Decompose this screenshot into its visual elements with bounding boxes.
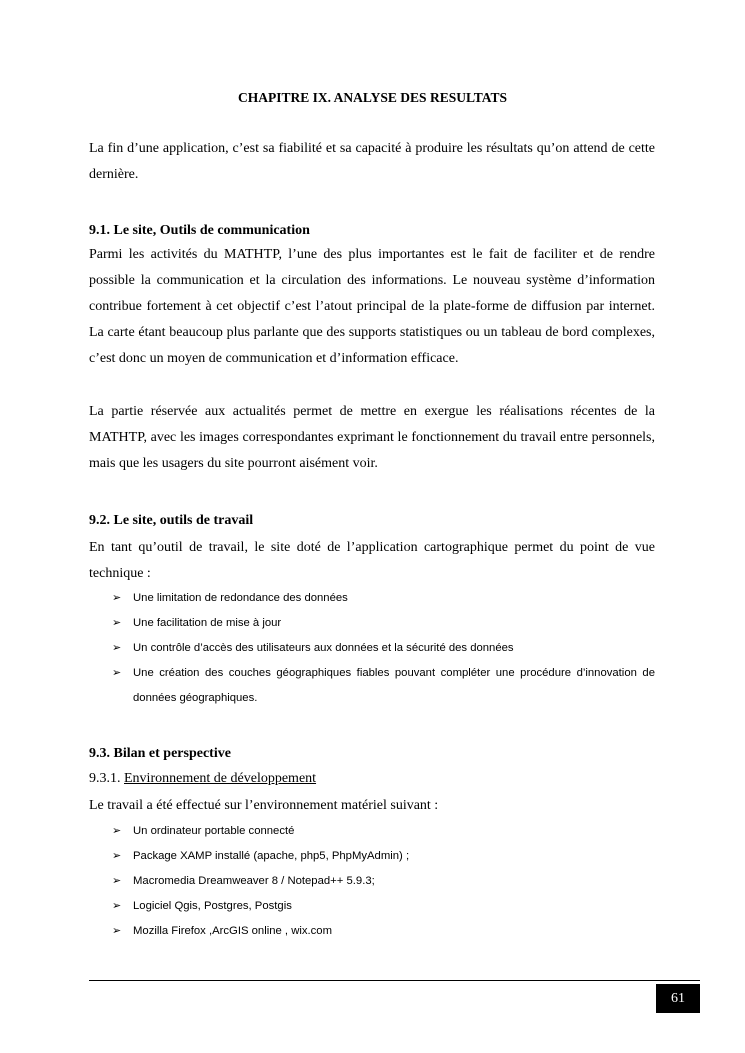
arrow-bullet-icon: ➢ bbox=[112, 667, 122, 679]
list-item bbox=[112, 919, 655, 944]
subsection-number: 9.3.1. bbox=[89, 771, 121, 786]
section-9-3-bullet-list bbox=[112, 819, 655, 944]
list-item-text: Logiciel Qgis, Postgres, Postgis bbox=[133, 900, 292, 912]
list-item bbox=[112, 819, 655, 844]
footer-divider bbox=[89, 980, 700, 981]
section-9-3-heading: 9.3. Bilan et perspective bbox=[89, 746, 231, 761]
list-item bbox=[112, 611, 655, 636]
list-item-text: Une limitation de redondance des données bbox=[133, 592, 348, 604]
arrow-bullet-icon: ➢ bbox=[112, 825, 122, 837]
list-item bbox=[112, 869, 655, 894]
section-9-3-paragraph: Le travail a été effectué sur l’environnement matériel suivant : bbox=[89, 798, 439, 813]
list-item bbox=[112, 636, 655, 661]
list-item-text: Macromedia Dreamweaver 8 / Notepad++ 5.9.3; bbox=[133, 875, 375, 887]
list-item bbox=[112, 844, 655, 869]
list-item-text: Un contrôle d’accès des utilisateurs aux données et la sécurité des données bbox=[133, 642, 514, 654]
section-9-2-bullet-list bbox=[112, 586, 655, 711]
list-item-text: Package XAMP installé (apache, php5, PhpMyAdmin) ; bbox=[133, 850, 410, 862]
arrow-bullet-icon: ➢ bbox=[112, 925, 122, 937]
arrow-bullet-icon: ➢ bbox=[112, 900, 122, 912]
arrow-bullet-icon: ➢ bbox=[112, 642, 122, 654]
intro-paragraph: La fin d’une application, c’est sa fiabilité et sa capacité à produire les résultats qu’on attend de cette dernière. bbox=[89, 141, 655, 182]
list-item-text: Mozilla Firefox ,ArcGIS online , wix.com bbox=[133, 925, 333, 937]
page-number: 61 bbox=[656, 984, 700, 1013]
arrow-bullet-icon: ➢ bbox=[112, 875, 122, 887]
section-9-2-heading: 9.2. Le site, outils de travail bbox=[89, 513, 254, 528]
list-item-text: Un ordinateur portable connecté bbox=[133, 825, 295, 837]
arrow-bullet-icon: ➢ bbox=[112, 617, 122, 629]
subsection-9-3-1-heading bbox=[89, 771, 316, 787]
section-9-1-paragraph-2: La partie réservée aux actualités permet de mettre en exergue les réalisations récentes de la MATHTP, avec les images correspondantes exprimant le fonctionnement du travail entre personnels, mais que les usagers du site pourront aisément voir. bbox=[89, 404, 655, 471]
subsection-title: Environnement de développement bbox=[124, 771, 317, 786]
list-item bbox=[112, 894, 655, 919]
section-9-2-paragraph: En tant qu’outil de travail, le site doté de l’application cartographique permet du point de vue technique : bbox=[89, 540, 655, 581]
arrow-bullet-icon: ➢ bbox=[112, 592, 122, 604]
section-9-1-paragraph-1: Parmi les activités du MATHTP, l’une des plus importantes est le fait de faciliter et de rendre possible la communication et la circulation des informations. Le nouveau système d’information contribue fortement à cet objectif c’est l’atout principal de la plate-forme de diffusion par internet. La carte étant beaucoup plus parlante que des supports statistiques ou un tableau de bord complexes, c’est donc un moyen de communication et d’information efficace. bbox=[89, 247, 655, 366]
list-item-text: Une création des couches géographiques fiables pouvant compléter une procédure d’innovation de données géographiques. bbox=[133, 667, 655, 704]
chapter-title: CHAPITRE IX. ANALYSE DES RESULTATS bbox=[238, 90, 507, 105]
list-item bbox=[112, 586, 655, 611]
list-item-text: Une facilitation de mise à jour bbox=[133, 617, 282, 629]
arrow-bullet-icon: ➢ bbox=[112, 850, 122, 862]
list-item bbox=[112, 661, 655, 711]
section-9-1-heading: 9.1. Le site, Outils de communication bbox=[89, 223, 310, 238]
